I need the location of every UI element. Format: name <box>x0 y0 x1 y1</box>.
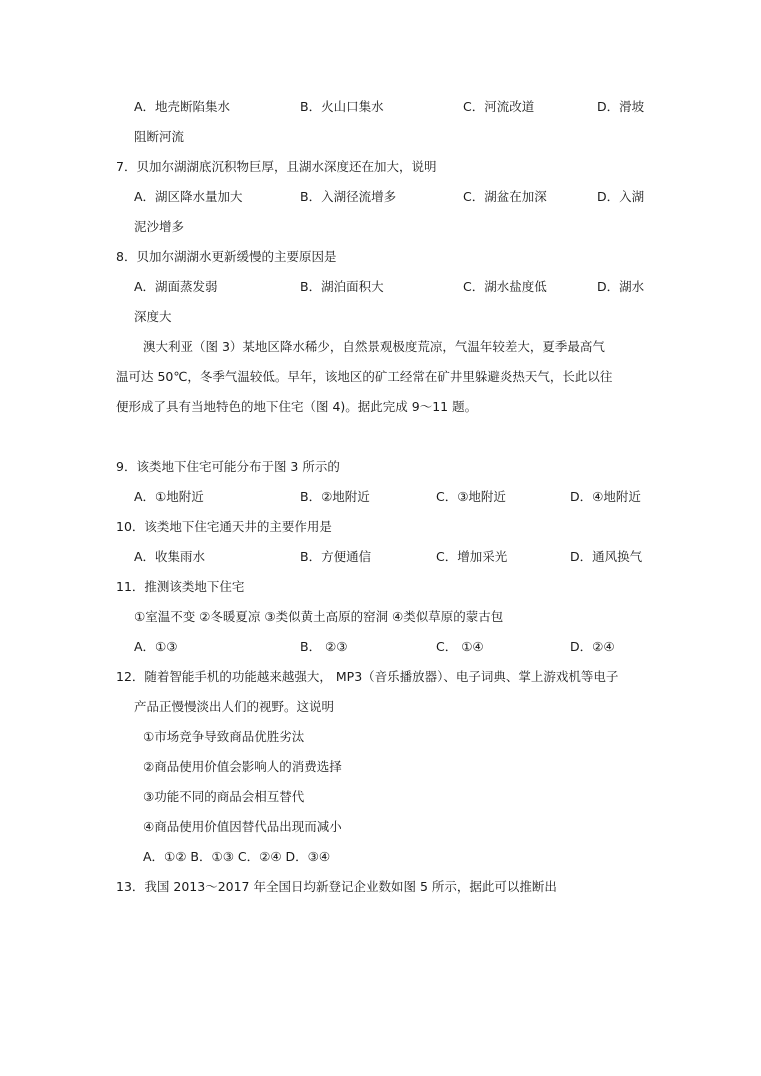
q12-statement-2: ②商品使用价值会影响人的消费选择 <box>143 759 342 774</box>
q7-option-b: B．入湖径流增多 <box>300 189 397 204</box>
q10-option-c: C．增加采光 <box>436 549 508 564</box>
q8-option-d: D．湖水 <box>597 279 645 294</box>
q11-option-b: B． ②③ <box>300 639 348 654</box>
q8-stem: 8．贝加尔湖湖水更新缓慢的主要原因是 <box>116 249 337 264</box>
q8-option-a: A．湖面蒸发弱 <box>134 279 218 294</box>
q7-stem: 7．贝加尔湖湖底沉积物巨厚，且湖水深度还在加大，说明 <box>116 159 437 174</box>
q6-option-d-continued: 阻断河流 <box>134 129 185 144</box>
q12-statement-4: ④商品使用价值因替代品出现而减小 <box>143 819 342 834</box>
q9-option-b: B．②地附近 <box>300 489 370 504</box>
q10-option-b: B．方便通信 <box>300 549 372 564</box>
q6-option-c: C．河流改道 <box>463 99 535 114</box>
q11-option-c: C． ①④ <box>436 639 484 654</box>
q11-stem: 11．推测该类地下住宅 <box>116 579 245 594</box>
q9-option-c: C．③地附近 <box>436 489 506 504</box>
q7-option-c: C．湖盆在加深 <box>463 189 547 204</box>
q6-option-a: A．地壳断陷集水 <box>134 99 231 114</box>
q8-option-c: C．湖水盐度低 <box>463 279 547 294</box>
q8-option-d-continued: 深度大 <box>134 309 172 324</box>
q6-option-b: B．火山口集水 <box>300 99 384 114</box>
q7-option-d: D．入湖 <box>597 189 645 204</box>
q9-option-d: D．④地附近 <box>570 489 641 504</box>
q10-option-d: D．通风换气 <box>570 549 643 564</box>
q7-option-d-continued: 泥沙增多 <box>134 219 185 234</box>
q12-statement-1: ①市场竞争导致商品优胜劣汰 <box>143 729 305 744</box>
passage-line-3: 便形成了具有当地特色的地下住宅（图 4)。据此完成 9～11 题。 <box>116 399 478 414</box>
q12-stem: 12．随着智能手机的功能越来越强大， MP3（音乐播放器）、电子词典、掌上游戏机等电子 <box>116 669 619 684</box>
q7-option-a: A．湖区降水量加大 <box>134 189 243 204</box>
q11-statements: ①室温不变 ②冬暖夏凉 ③类似黄土高原的窑洞 ④类似草原的蒙古包 <box>134 609 504 624</box>
q8-option-b: B．湖泊面积大 <box>300 279 384 294</box>
q10-stem: 10．该类地下住宅通天井的主要作用是 <box>116 519 332 534</box>
q12-stem-continued: 产品正慢慢淡出人们的视野。这说明 <box>134 699 335 714</box>
q10-option-a: A．收集雨水 <box>134 549 206 564</box>
q9-option-a: A．①地附近 <box>134 489 204 504</box>
passage-line-2: 温可达 50℃，冬季气温较低。早年，该地区的矿工经常在矿井里躲避炎热天气，长此以往 <box>116 369 613 384</box>
q12-options: A．①② B．①③ C．②④ D．③④ <box>143 849 331 864</box>
q11-option-d: D．②④ <box>570 639 615 654</box>
q12-statement-3: ③功能不同的商品会相互替代 <box>143 789 305 804</box>
q11-option-a: A．①③ <box>134 639 178 654</box>
q6-option-d: D．滑坡 <box>597 99 645 114</box>
passage-line-1: 澳大利亚（图 3）某地区降水稀少，自然景观极度荒凉，气温年较差大，夏季最高气 <box>143 339 605 354</box>
q13-stem: 13．我国 2013～2017 年全国日均新登记企业数如图 5 所示，据此可以推断出 <box>116 879 557 894</box>
q9-stem: 9．该类地下住宅可能分布于图 3 所示的 <box>116 459 340 474</box>
